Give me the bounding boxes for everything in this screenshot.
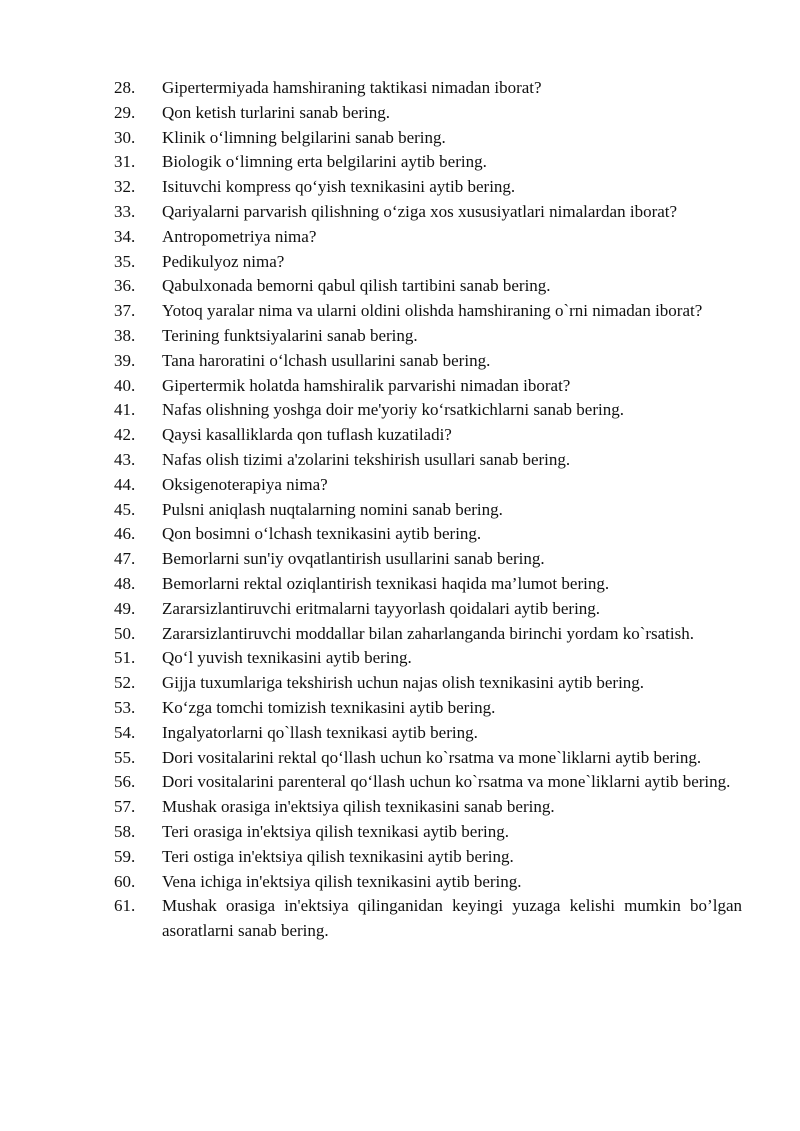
question-text: Zararsizlantiruvchi moddallar bilan zaharlanganda birinchi yordam ko`rsatish. — [162, 623, 694, 643]
list-item — [114, 696, 742, 721]
question-number: 56. — [114, 772, 136, 792]
list-item — [114, 498, 742, 523]
question-number: 34. — [114, 226, 136, 246]
question-number: 29. — [114, 102, 136, 122]
list-item — [114, 845, 742, 870]
question-number: 31. — [114, 152, 136, 172]
list-item — [114, 646, 742, 671]
question-number: 49. — [114, 598, 136, 618]
list-item — [114, 349, 742, 374]
question-text: Ingalyatorlarni qo`llash texnikasi aytib bering. — [162, 722, 478, 742]
list-item — [114, 820, 742, 845]
question-number: 42. — [114, 425, 136, 445]
list-item — [114, 894, 742, 944]
question-text: Pedikulyoz nima? — [162, 251, 285, 271]
list-item — [114, 398, 742, 423]
question-number: 36. — [114, 276, 136, 296]
list-item — [114, 473, 742, 498]
question-number: 41. — [114, 400, 136, 420]
question-text: Mushak orasiga in'ektsiya qilinganidan keyingi yuzaga kelishi mumkin bo’lgan asoratlarni sanab bering. — [162, 896, 742, 941]
question-text: Yotoq yaralar nima va ularni oldini olishda hamshiraning o`rni nimadan iborat? — [162, 301, 703, 321]
question-number: 60. — [114, 871, 136, 891]
list-item — [114, 423, 742, 448]
question-number: 52. — [114, 673, 136, 693]
list-item — [114, 870, 742, 895]
list-item — [114, 175, 742, 200]
question-text: Dori vositalarini parenteral qo‘llash uchun ko`rsatma va mone`liklarni aytib bering. — [162, 772, 731, 792]
question-text: Qon bosimni o‘lchash texnikasini aytib bering. — [162, 524, 482, 544]
list-item — [114, 721, 742, 746]
question-text: Gipertermik holatda hamshiralik parvarishi nimadan iborat? — [162, 375, 571, 395]
question-number: 45. — [114, 499, 136, 519]
list-item — [114, 126, 742, 151]
question-text: Oksigenoterapiya nima? — [162, 474, 328, 494]
list-item — [114, 101, 742, 126]
question-text: Qabulxonada bemorni qabul qilish tartibini sanab bering. — [162, 276, 551, 296]
list-item — [114, 597, 742, 622]
question-number: 61. — [114, 896, 136, 916]
list-item — [114, 274, 742, 299]
question-number: 30. — [114, 127, 136, 147]
question-text: Isituvchi kompress qo‘yish texnikasini aytib bering. — [162, 177, 516, 197]
question-number: 51. — [114, 648, 136, 668]
question-text: Bemorlarni rektal oziqlantirish texnikasi haqida ma’lumot bering. — [162, 573, 610, 593]
question-text: Nafas olishning yoshga doir me'yoriy ko‘rsatkichlarni sanab bering. — [162, 400, 624, 420]
question-text: Qon ketish turlarini sanab bering. — [162, 102, 391, 122]
question-number: 48. — [114, 573, 136, 593]
question-text: Qo‘l yuvish texnikasini aytib bering. — [162, 648, 412, 668]
question-text: Nafas olish tizimi a'zolarini tekshirish usullari sanab bering. — [162, 449, 571, 469]
list-item — [114, 448, 742, 473]
question-number: 54. — [114, 722, 136, 742]
list-item — [114, 225, 742, 250]
question-number: 44. — [114, 474, 136, 494]
question-text: Pulsni aniqlash nuqtalarning nomini sanab bering. — [162, 499, 503, 519]
question-text: Mushak orasiga in'ektsiya qilish texnikasini sanab bering. — [162, 797, 555, 817]
question-number: 33. — [114, 201, 136, 221]
question-number: 46. — [114, 524, 136, 544]
question-text: Antropometriya nima? — [162, 226, 317, 246]
question-text: Zararsizlantiruvchi eritmalarni tayyorlash qoidalari aytib bering. — [162, 598, 601, 618]
question-text: Qaysi kasalliklarda qon tuflash kuzatiladi? — [162, 425, 452, 445]
question-text: Vena ichiga in'ektsiya qilish texnikasini aytib bering. — [162, 871, 522, 891]
question-text: Dori vositalarini rektal qo‘llash uchun ko`rsatma va mone`liklarni aytib bering. — [162, 747, 702, 767]
list-item — [114, 671, 742, 696]
list-item — [114, 572, 742, 597]
list-item — [114, 299, 742, 324]
question-number: 57. — [114, 797, 136, 817]
list-item — [114, 374, 742, 399]
question-number: 28. — [114, 78, 136, 97]
question-number: 43. — [114, 449, 136, 469]
question-text: Klinik o‘limning belgilarini sanab bering. — [162, 127, 446, 147]
question-list — [114, 76, 742, 944]
list-item — [114, 746, 742, 771]
question-text: Qariyalarni parvarish qilishning o‘ziga xos xususiyatlari nimalardan iborat? — [162, 201, 678, 221]
question-number: 40. — [114, 375, 136, 395]
list-item — [114, 200, 742, 225]
list-item — [114, 76, 742, 101]
list-item — [114, 770, 742, 795]
list-item — [114, 250, 742, 275]
question-number: 58. — [114, 821, 136, 841]
list-item — [114, 795, 742, 820]
list-item — [114, 547, 742, 572]
question-text: Ko‘zga tomchi tomizish texnikasini aytib bering. — [162, 697, 496, 717]
question-text: Bemorlarni sun'iy ovqatlantirish usullarini sanab bering. — [162, 549, 545, 569]
question-number: 35. — [114, 251, 136, 271]
question-number: 55. — [114, 747, 136, 767]
question-number: 38. — [114, 325, 136, 345]
question-text: Gijja tuxumlariga tekshirish uchun najas olish texnikasini aytib bering. — [162, 673, 645, 693]
question-number: 53. — [114, 697, 136, 717]
question-text: Tana haroratini o‘lchash usullarini sanab bering. — [162, 350, 491, 370]
question-number: 39. — [114, 350, 136, 370]
list-item — [114, 622, 742, 647]
list-item — [114, 324, 742, 349]
question-text: Teri ostiga in'ektsiya qilish texnikasini aytib bering. — [162, 846, 514, 866]
question-number: 32. — [114, 177, 136, 197]
question-text: Biologik o‘limning erta belgilarini aytib bering. — [162, 152, 487, 172]
question-number: 59. — [114, 846, 136, 866]
question-number: 47. — [114, 549, 136, 569]
question-text: Gipertermiyada hamshiraning taktikasi nimadan iborat? — [162, 78, 542, 97]
question-number: 50. — [114, 623, 136, 643]
question-text: Teri orasiga in'ektsiya qilish texnikasi aytib bering. — [162, 821, 509, 841]
list-item — [114, 522, 742, 547]
question-text: Terining funktsiyalarini sanab bering. — [162, 325, 418, 345]
question-number: 37. — [114, 301, 136, 321]
list-item — [114, 150, 742, 175]
